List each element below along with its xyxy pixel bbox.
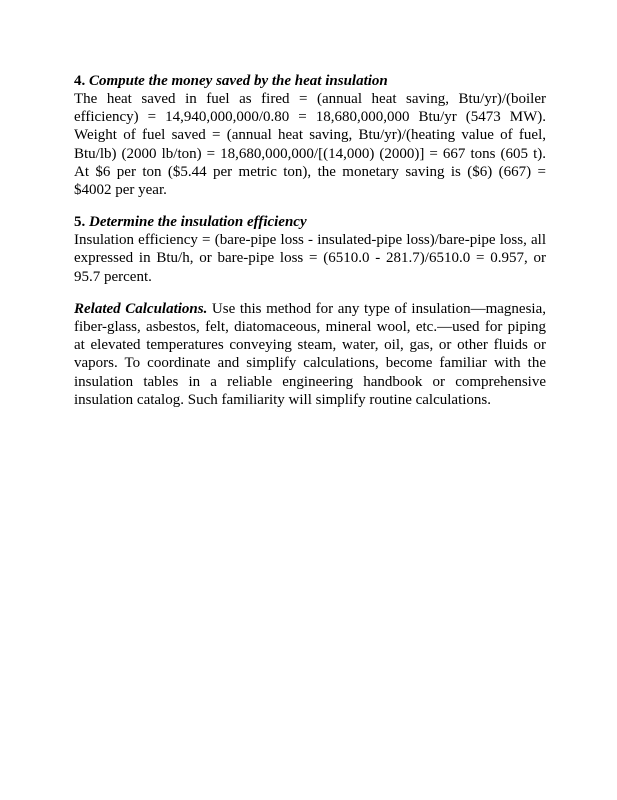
step-4-body: The heat saved in fuel as fired = (annual heat saving, Btu/yr)/(boiler efficiency) = 14,940,000,000/0.80 = 18,680,000,000 Btu/yr (5473 MW). Weight of fuel saved = (annual heat saving, Btu/yr)/(heating value of fuel, Btu/lb) (2000 lb/ton) = 18,680,000,000/[(14,000) (2000)] = 667 tons (605 t). At $6 per ton ($5.44 per metric ton), the monetary saving is ($6) (667) = $4002 per year. (74, 91, 546, 199)
step-4-heading (74, 72, 546, 90)
step-5-heading (74, 213, 546, 231)
step-5-title: Determine the insulation efficiency (89, 214, 307, 231)
related-calculations-lead: Related Calculations. (74, 300, 208, 317)
step-5-number: 5. (74, 214, 86, 231)
step-4-number: 4. (74, 73, 86, 89)
related-calculations-paragraph (74, 300, 546, 409)
step-5-body: Insulation efficiency = (bare-pipe loss - insulated-pipe loss)/bare-pipe loss, all expressed in Btu/h, or bare-pipe loss = (6510.0 - 281.7)/6510.0 = 0.957, or 95.7 percent. (74, 232, 546, 285)
document-page (74, 72, 546, 423)
related-calculations-body: Use this method for any type of insulation—magnesia, fiber-glass, asbestos, felt, diatomaceous, mineral wool, etc.—used for piping at elevated temperatures conveying steam, water, oil, gas, or other fluids or vapors. To coordinate and simplify calculations, become familiar with the insulation tables in a reliable engineering handbook or comprehensive insulation catalog. Such familiarity will simplify routine calculations. (74, 300, 546, 408)
step-4-section (74, 72, 546, 199)
step-5-section (74, 213, 546, 286)
related-calculations-section (74, 300, 546, 409)
step-4-title: Compute the money saved by the heat insulation (89, 73, 388, 89)
